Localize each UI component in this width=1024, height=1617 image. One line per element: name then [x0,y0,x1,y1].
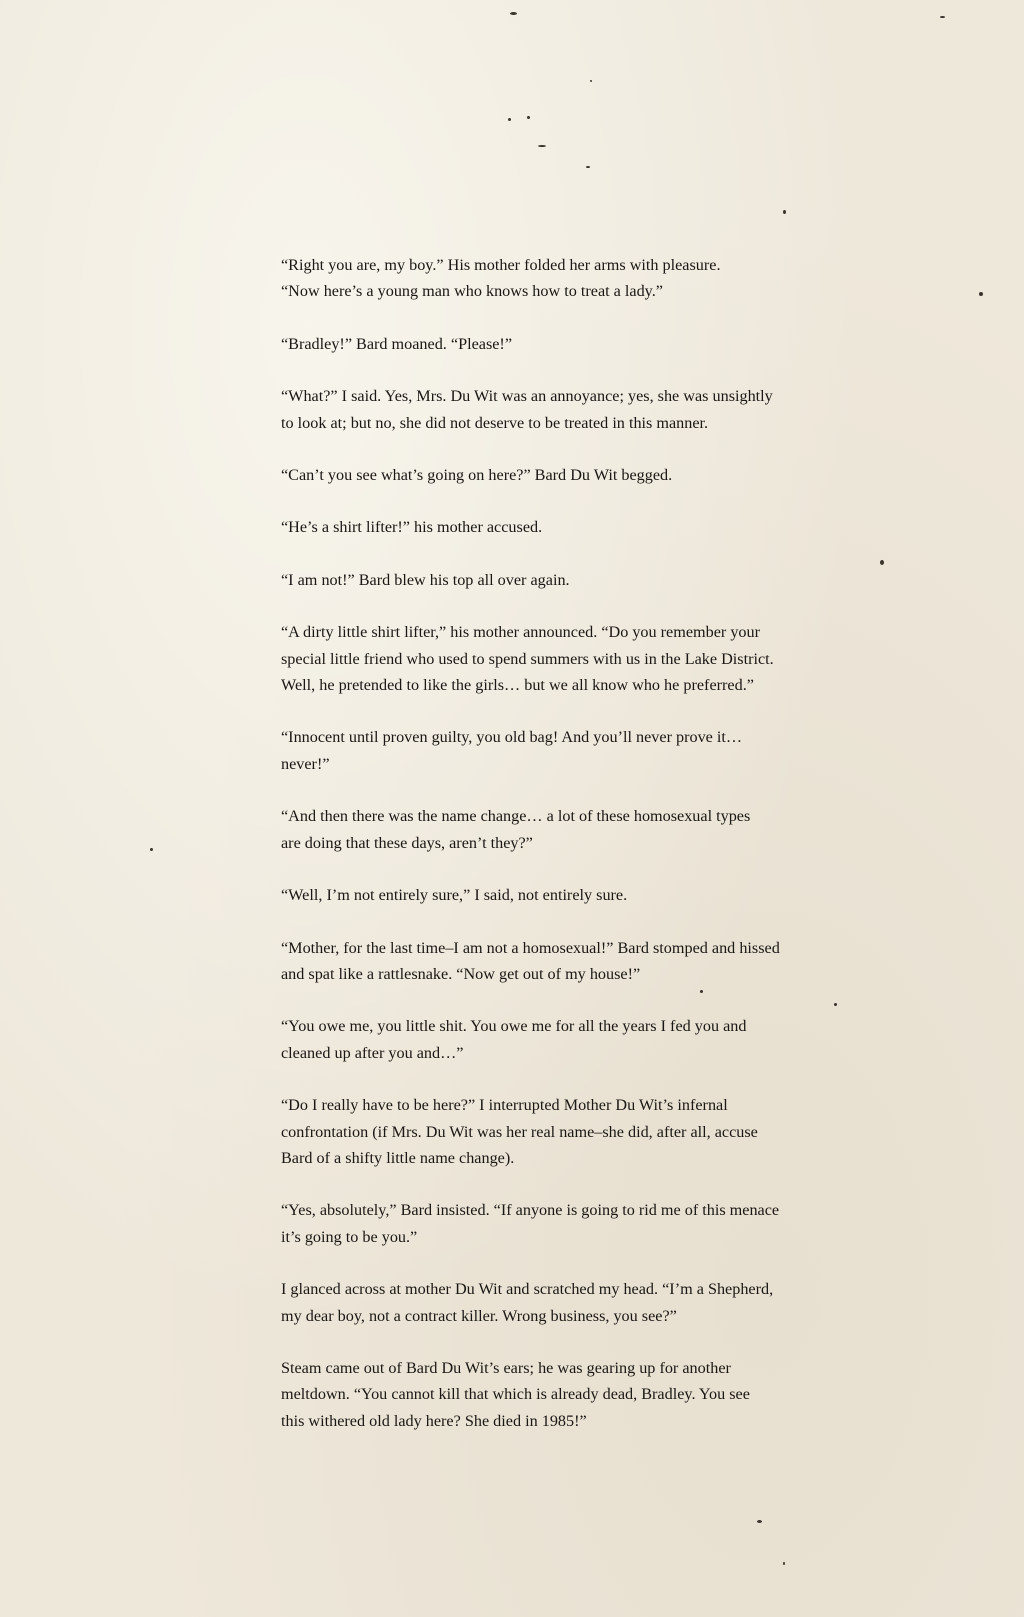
paragraph-3: “What?” I said. Yes, Mrs. Du Wit was an annoyance; yes, she was unsightly to look at; but no, she did not deserve to be treated in this manner. [281,387,773,432]
paragraph-8: “Innocent until proven guilty, you old bag! And you’ll never prove it… never!” [281,728,743,773]
paragraph-2: “Bradley!” Bard moaned. “Please!” [281,334,513,353]
scan-speck [527,116,530,119]
scan-speck [510,12,517,15]
scan-speck [783,1562,785,1565]
scan-speck [586,166,590,168]
scan-speck [940,16,945,18]
paragraph-11: “Mother, for the last time–I am not a homosexual!” Bard stomped and hissed and spat like a rattlesnake. “Now get out of my house!” [281,938,780,983]
scan-speck [538,145,546,147]
paragraph-10: “Well, I’m not entirely sure,” I said, not entirely sure. [281,886,628,905]
page-text [281,252,851,1460]
paragraph-15: I glanced across at mother Du Wit and scratched my head. “I’m a Shepherd, my dear boy, not a contract killer. Wrong business, you see?” [281,1280,774,1325]
scan-speck [590,80,592,82]
scan-speck [880,560,884,565]
scan-speck [783,210,786,214]
paragraph-6: “I am not!” Bard blew his top all over again. [281,570,570,589]
scan-speck [979,292,983,296]
scan-speck [150,848,153,851]
paragraph-12: “You owe me, you little shit. You owe me for all the years I fed you and cleaned up after you and…” [281,1017,747,1062]
paragraph-14: “Yes, absolutely,” Bard insisted. “If anyone is going to rid me of this menace it’s going to be you.” [281,1201,780,1246]
scan-speck [508,118,511,121]
scan-speck [757,1520,762,1523]
paragraph-7: “A dirty little shirt lifter,” his mother announced. “Do you remember your special little friend who used to spend summers with us in the Lake District. Well, he pretended to like the girls… but we all know who he preferred.” [281,623,774,695]
paragraph-1: “Right you are, my boy.” His mother folded her arms with pleasure. “Now here’s a young man who knows how to treat a lady.” [281,256,721,301]
paragraph-16: Steam came out of Bard Du Wit’s ears; he was gearing up for another meltdown. “You cannot kill that which is already dead, Bradley. You see this withered old lady here? She died in 1985!” [281,1358,750,1430]
paragraph-4: “Can’t you see what’s going on here?” Bard Du Wit begged. [281,466,673,485]
paragraph-5: “He’s a shirt lifter!” his mother accused. [281,518,543,537]
paragraph-13: “Do I really have to be here?” I interrupted Mother Du Wit’s infernal confrontation (if Mrs. Du Wit was her real name–she did, after all, accuse Bard of a shifty little name change). [281,1096,758,1167]
paragraph-9: “And then there was the name change… a lot of these homosexual types are doing that these days, aren’t they?” [281,807,751,852]
